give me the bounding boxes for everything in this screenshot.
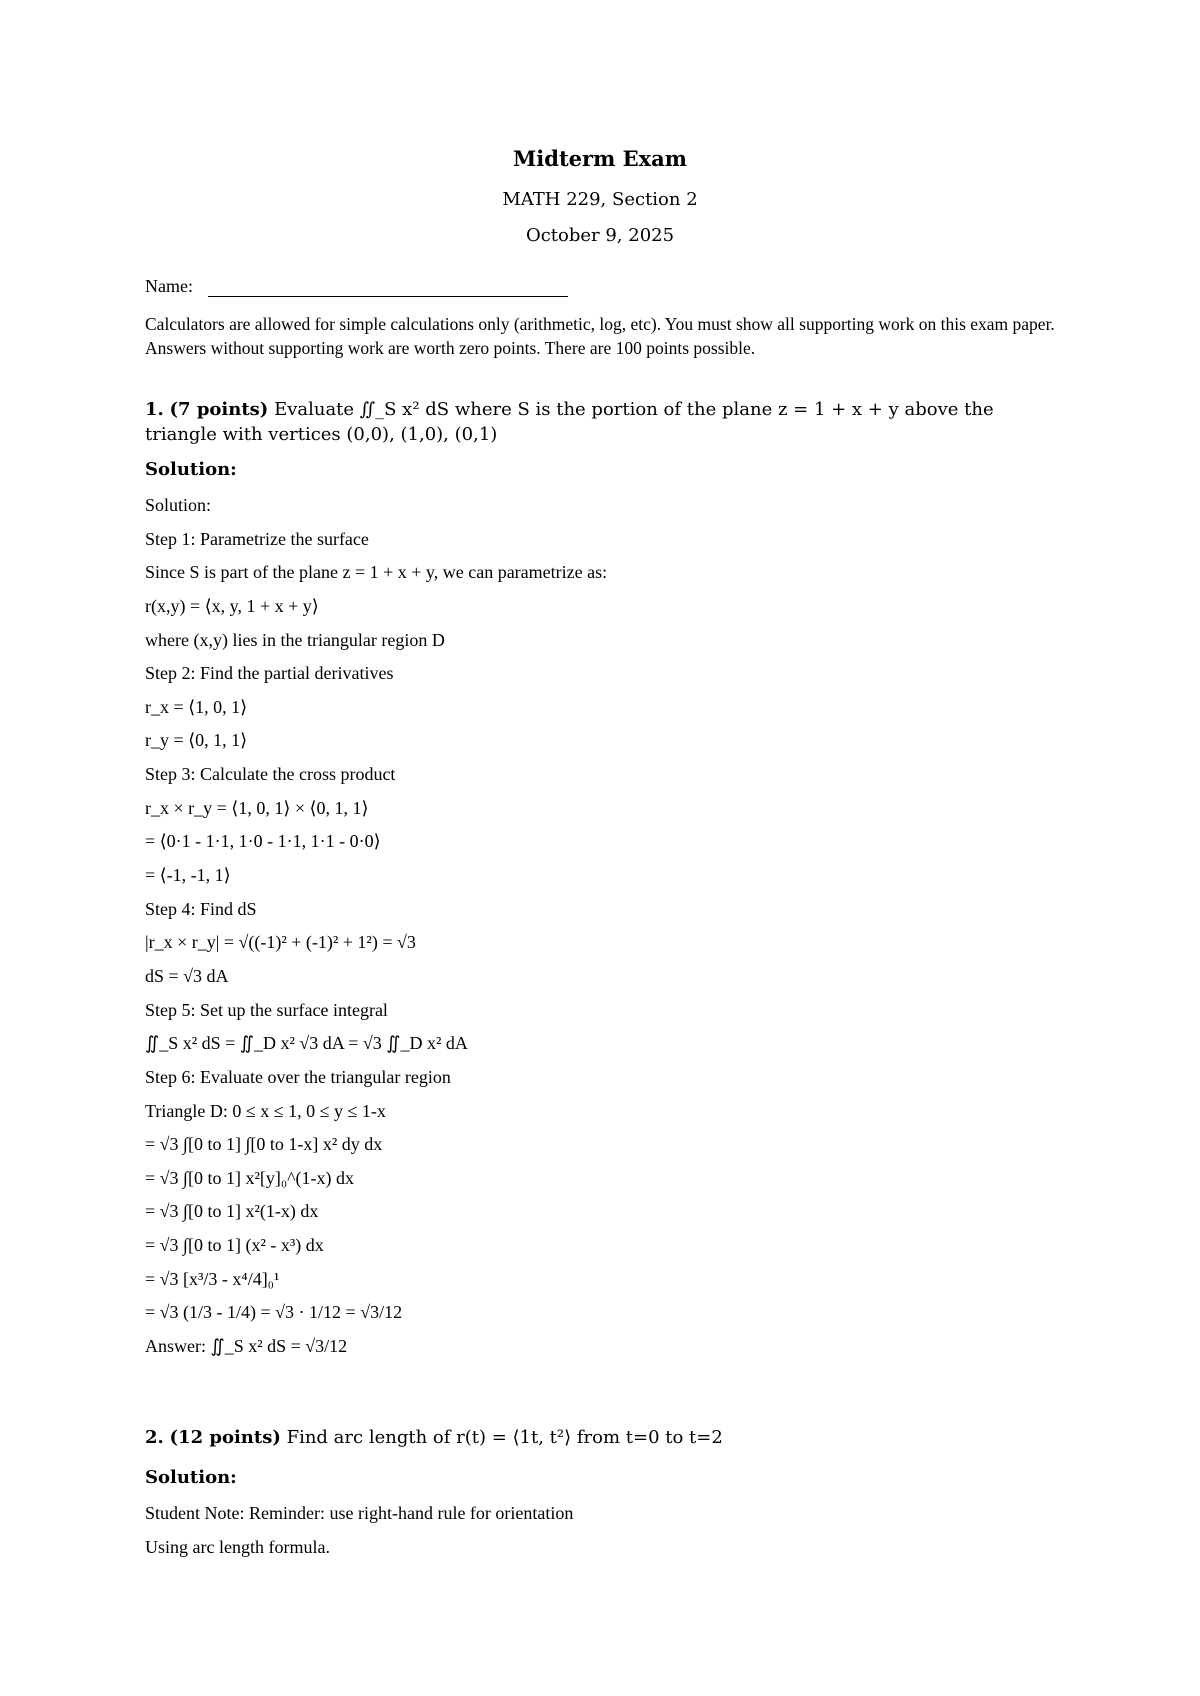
question-1: [145, 397, 1055, 447]
solution-label: Solution:: [145, 459, 237, 480]
exam-title: Midterm Exam: [513, 146, 687, 171]
name-blank-line[interactable]: [208, 296, 568, 297]
solution-line: r_x = ⟨1, 0, 1⟩: [145, 696, 248, 717]
question-number: 1.: [145, 399, 164, 420]
solution-line: Solution:: [145, 495, 212, 515]
question-prompt: Find arc length of r(t) = ⟨1t, t²⟩ from t=0 to t=2: [286, 1427, 723, 1448]
solution-line: r_x × r_y = ⟨1, 0, 1⟩ × ⟨0, 1, 1⟩: [145, 797, 369, 818]
question-number: 2.: [145, 1427, 164, 1448]
solution-line: Using arc length formula.: [145, 1536, 330, 1557]
solution-line: Step 3: Calculate the cross product: [145, 764, 396, 785]
solution-line: = √3 (1/3 - 1/4) = √3 · 1/12 = √3/12: [145, 1302, 403, 1323]
solution-line: r(x,y) = ⟨x, y, 1 + x + y⟩: [145, 595, 319, 616]
solution-line: |r_x × r_y| = √((-1)² + (-1)² + 1²) = √3: [145, 932, 416, 953]
exam-instructions: Calculators are allowed for simple calculations only (arithmetic, log, etc). You must show all supporting work on this exam paper. Answers without supporting work are worth zero points. There are 100 points possible.: [145, 314, 1055, 358]
solution-line: dS = √3 dA: [145, 965, 229, 986]
course-section: MATH 229, Section 2: [502, 189, 698, 210]
solution-line: Step 6: Evaluate over the triangular region: [145, 1066, 451, 1087]
question-points: (7 points): [169, 399, 269, 420]
name-label: Name:: [145, 276, 193, 296]
solution-line: ∬_S x² dS = ∬_D x² √3 dA = √3 ∬_D x² dA: [145, 1033, 468, 1054]
solution-line: = √3 ∫[0 to 1] ∫[0 to 1-x] x² dy dx: [145, 1134, 383, 1155]
solution-line: Triangle D: 0 ≤ x ≤ 1, 0 ≤ y ≤ 1-x: [145, 1100, 386, 1121]
solution-line: = √3 [x³/3 - x⁴/4]₀¹: [145, 1268, 280, 1289]
question-points: (12 points): [169, 1427, 281, 1448]
solution-1-lines: [145, 489, 607, 1364]
solution-line: r_y = ⟨0, 1, 1⟩: [145, 730, 248, 751]
answer-line: Answer: ∬_S x² dS = √3/12: [145, 1336, 348, 1357]
solution-line: Student Note: Reminder: use right-hand rule for orientation: [145, 1503, 574, 1523]
solution-line: = √3 ∫[0 to 1] x²[y]₀^(1-x) dx: [145, 1167, 355, 1188]
solution-line: Step 4: Find dS: [145, 898, 257, 919]
solution-2-lines: [145, 1497, 573, 1564]
solution-line: where (x,y) lies in the triangular region D: [145, 629, 445, 650]
question-2: [145, 1425, 1055, 1450]
solution-line: = √3 ∫[0 to 1] (x² - x³) dx: [145, 1235, 324, 1256]
solution-line: = ⟨-1, -1, 1⟩: [145, 865, 231, 886]
solution-line: Step 1: Parametrize the surface: [145, 528, 369, 549]
solution-line: = ⟨0·1 - 1·1, 1·0 - 1·1, 1·1 - 0·0⟩: [145, 831, 381, 852]
solution-line: Step 5: Set up the surface integral: [145, 999, 388, 1020]
solution-line: = √3 ∫[0 to 1] x²(1-x) dx: [145, 1201, 319, 1222]
solution-line: Since S is part of the plane z = 1 + x + y, we can parametrize as:: [145, 562, 608, 583]
solution-line: Step 2: Find the partial derivatives: [145, 663, 394, 684]
exam-date: October 9, 2025: [525, 225, 675, 246]
question-prompt: Evaluate ∬_S x² dS where S is the portion of the plane z = 1 + x + y above the triangle with vertices (0,0), (1,0), (0,1): [145, 399, 994, 445]
solution-label: Solution:: [145, 1467, 237, 1488]
